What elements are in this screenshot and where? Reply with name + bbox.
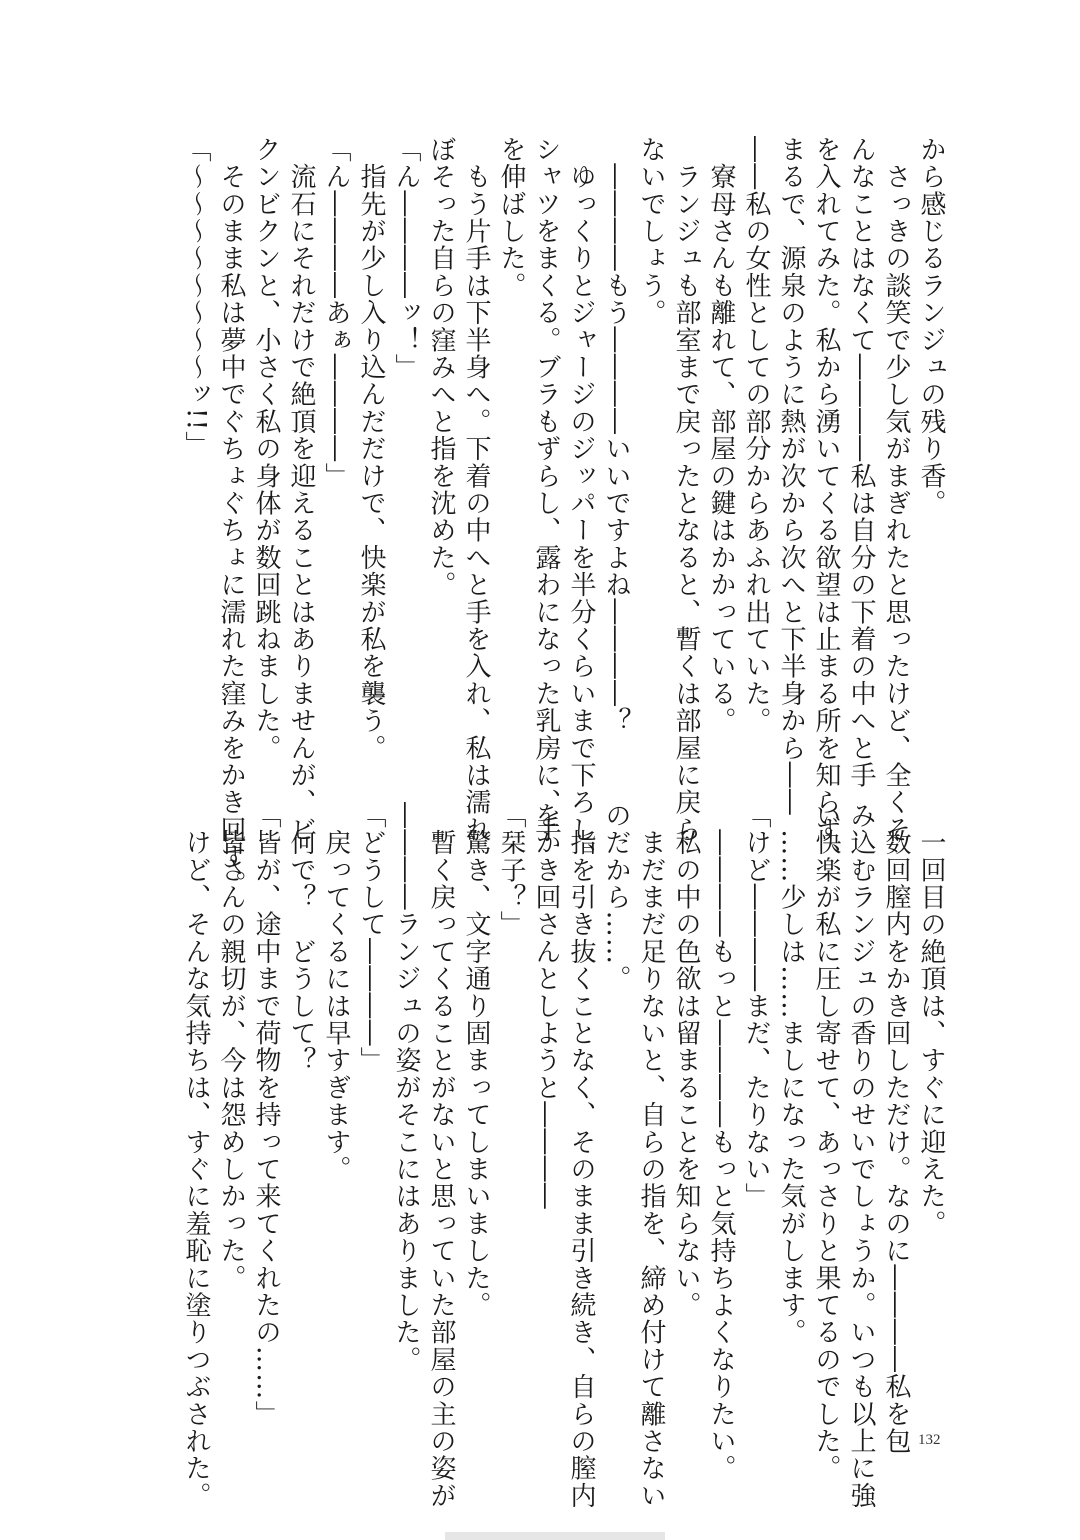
text-line: さっきの談笑で少し気がまぎれたと思ったけど、全くそ bbox=[881, 136, 911, 844]
text-line: を伸ばした。 bbox=[496, 136, 526, 300]
text-line: を入れてみた。私から湧いてくる欲望は止まる所を知らず、 bbox=[811, 136, 841, 871]
text-line: 「栞子？」 bbox=[496, 802, 526, 938]
text-line: ランジュも部室まで戻ったとなると、暫くは部屋に戻ら bbox=[671, 136, 701, 844]
text-line: 「ん――――あぁ――――」 bbox=[321, 136, 351, 490]
text-line: 暫く戻ってくることがないと思っていた部屋の主の姿が bbox=[426, 802, 456, 1510]
text-line: まだまだ足りないと、自らの指を、締め付けて離さない bbox=[636, 802, 666, 1510]
text-line: ――――もう――――いいですよね――――？ bbox=[601, 136, 631, 735]
text-line: ないでしょう。 bbox=[636, 136, 666, 327]
text-line: 私の中の色欲は留まることを知らない。 bbox=[671, 802, 701, 1319]
text-line: 「皆が、途中まで荷物を持って来てくれたの……」 bbox=[251, 802, 281, 1428]
text-line: けど、そんな気持ちは、すぐに羞恥に塗りつぶされた。 bbox=[181, 802, 211, 1510]
text-line: 皆さんの親切が、今は怨めしかった。 bbox=[216, 802, 246, 1292]
text-line: まるで、源泉のように熱が次から次へと下半身から―― bbox=[776, 136, 806, 816]
text-line: もう片手は下半身へ。下着の中へと手を入れ、私は濡れ bbox=[461, 136, 491, 844]
text-line: 流石にそれだけで絶頂を迎えることはありませんが、ビ bbox=[286, 136, 316, 844]
text-line: い快楽が私に圧し寄せて、あっさりと果てるのでした。 bbox=[811, 802, 841, 1482]
text-line: クンビクンと、小さく私の身体が数回跳ねました。 bbox=[251, 136, 281, 762]
text-line: シャツをまくる。ブラもずらし、露わになった乳房に、手 bbox=[531, 136, 561, 844]
text-line: ――――もっと――――もっと気持ちよくなりたい。 bbox=[706, 802, 736, 1482]
text-line: そのまま私は夢中でぐちょぐちょに濡れた窪みをかき回す。 bbox=[216, 136, 246, 898]
scrollbar[interactable] bbox=[445, 1532, 665, 1540]
text-line: 指先が少し入り込んだだけで、快楽が私を襲う。 bbox=[356, 136, 386, 762]
text-line: ぼそった自らの窪みへと指を沈めた。 bbox=[426, 136, 456, 599]
text-line: 驚き、文字通り固まってしまいました。 bbox=[461, 802, 491, 1319]
text-line: 「けど――――まだ、たりない」 bbox=[741, 802, 771, 1210]
text-line: から感じるランジュの残り香。 bbox=[916, 136, 946, 517]
text-line: ――――ランジュの姿がそこにはありました。 bbox=[391, 802, 421, 1374]
text-line: ――私の女性としての部分からあふれ出ていた。 bbox=[741, 136, 771, 735]
text-line: 「～～～～～～～～ッ!!」 bbox=[181, 136, 211, 459]
page-number: 132 bbox=[918, 1432, 941, 1448]
text-line: のだから……。 bbox=[601, 802, 631, 993]
text-line: 何で？ どうして？ bbox=[286, 802, 316, 1074]
text-line: 指を引き抜くことなく、そのまま引き続き、自らの膣内 bbox=[566, 802, 596, 1510]
text-line: をかき回さんとしようと―――― bbox=[531, 802, 561, 1210]
text-line: 寮母さんも離れて、部屋の鍵はかかっている。 bbox=[706, 136, 736, 735]
text-line: ゆっくりとジャージのジッパーを半分くらいまで下ろし、 bbox=[566, 136, 596, 871]
text-line: 「ん――――ッ！」 bbox=[391, 136, 421, 381]
text-line: 一回目の絶頂は、すぐに迎えた。 bbox=[916, 802, 946, 1238]
text-line: 戻ってくるには早すぎます。 bbox=[321, 802, 351, 1183]
text-line: んなことはなくて――――私は自分の下着の中へと手 bbox=[846, 136, 876, 789]
text-line: ……少しは……ましになった気がします。 bbox=[776, 802, 806, 1346]
text-line: 「どうして――――」 bbox=[356, 802, 386, 1074]
text-line: 数回膣内をかき回しただけ。なのに――――私を包 bbox=[881, 802, 911, 1455]
text-line: み込むランジュの香りのせいでしょうか。いつも以上に強 bbox=[846, 802, 876, 1510]
